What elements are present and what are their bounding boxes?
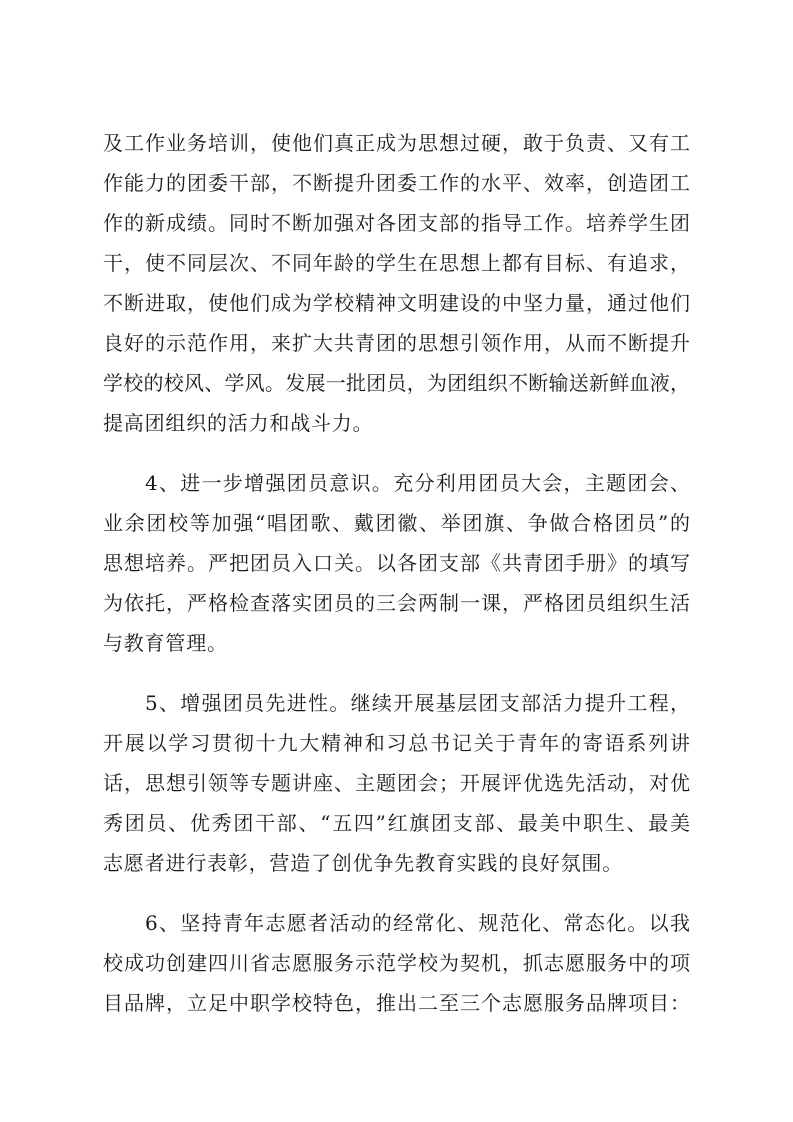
paragraph-item-4 [103,463,690,663]
text-line: 为依托，严格检查落实团员的三会两制一课，严格团员组织生活 [103,591,690,615]
paragraph-item-6 [103,903,690,1023]
text-line: 作的新成绩。同时不断加强对各团支部的指导工作。培养学生团 [103,211,690,235]
text-line: 志愿者进行表彰，营造了创优争先教育实践的良好氛围。 [103,851,623,875]
text-line: 提高团组织的活力和战斗力。 [103,411,374,435]
text-line: 及工作业务培训，使他们真正成为思想过硬，敢于负责、又有工 [103,131,690,155]
text-line: 5、增强团员先进性。继续开展基层团支部活力提升工程， [145,691,690,715]
paragraph-item-5 [103,683,690,883]
text-line: 目品牌，立足中职学校特色，推出二至三个志愿服务品牌项目： [103,991,690,1015]
text-line: 干，使不同层次、不同年龄的学生在思想上都有目标、有追求， [103,251,690,275]
text-line: 校成功创建四川省志愿服务示范学校为契机，抓志愿服务中的项 [103,951,690,975]
text-line: 良好的示范作用，来扩大共青团的思想引领作用，从而不断提升 [103,331,690,355]
body-text [103,123,690,1023]
text-line: 开展以学习贯彻十九大精神和习总书记关于青年的寄语系列讲 [103,731,690,755]
text-line: 思想培养。严把团员入口关。以各团支部《共青团手册》的填写 [103,551,690,575]
text-line: 业余团校等加强“唱团歌、戴团徽、举团旗、争做合格团员”的 [103,511,690,535]
text-line: 学校的校风、学风。发展一批团员，为团组织不断输送新鲜血液， [103,371,690,395]
text-line: 6、坚持青年志愿者活动的经常化、规范化、常态化。以我 [145,911,690,935]
text-line: 4、进一步增强团员意识。充分利用团员大会，主题团会、 [145,471,690,495]
paragraph-continued [103,123,690,443]
text-line: 不断进取，使他们成为学校精神文明建设的中坚力量，通过他们 [103,291,690,315]
text-line: 作能力的团委干部，不断提升团委工作的水平、效率，创造团工 [103,171,690,195]
text-line: 秀团员、优秀团干部、“五四”红旗团支部、最美中职生、最美 [103,811,690,835]
text-line: 与教育管理。 [103,631,228,655]
text-line: 话，思想引领等专题讲座、主题团会；开展评优选先活动，对优 [103,771,690,795]
